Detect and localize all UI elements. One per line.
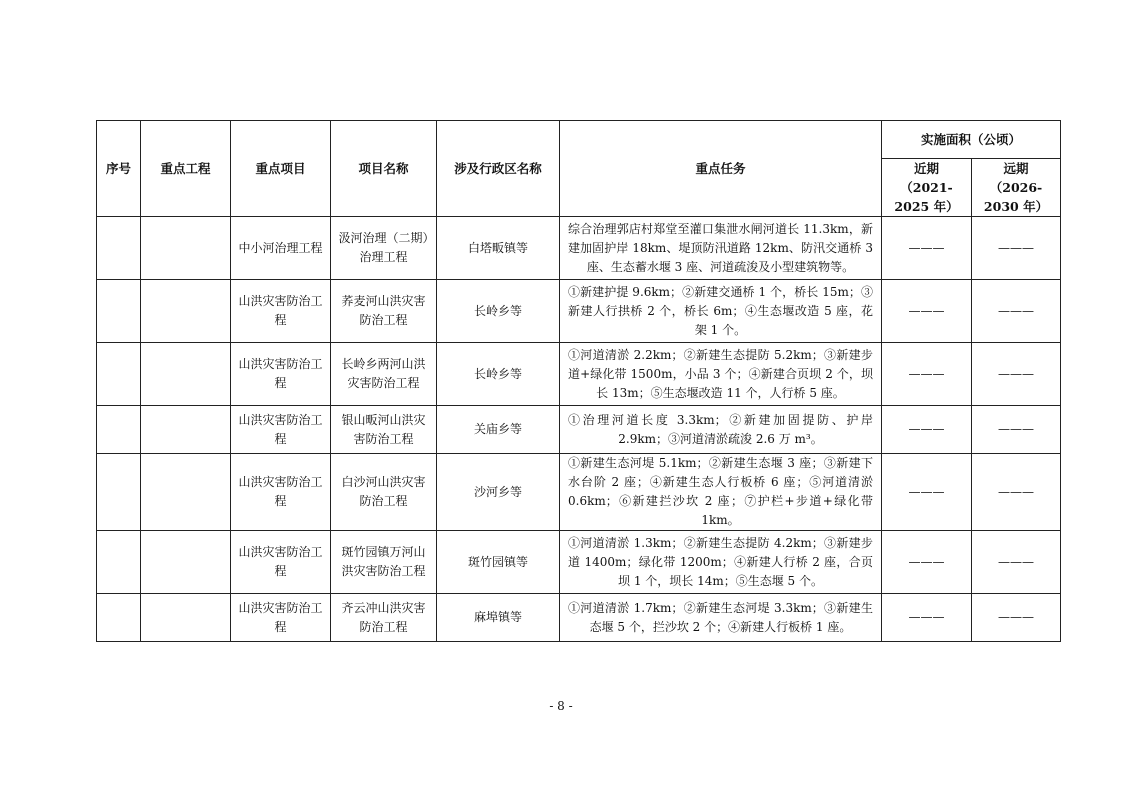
header-admin-region: 涉及行政区名称: [437, 121, 560, 217]
cell-admin-region: 关庙乡等: [437, 406, 560, 454]
cell-key-item: 山洪灾害防治工程: [231, 406, 331, 454]
cell-key-engineering: [141, 531, 231, 594]
cell-project-name: 白沙河山洪灾害防治工程: [331, 454, 437, 531]
header-near-term: 近期（2021-2025 年）: [882, 159, 972, 217]
header-key-engineering: 重点工程: [141, 121, 231, 217]
cell-near-term: ———: [882, 531, 972, 594]
table-row: [97, 531, 1061, 594]
cell-seq: [97, 406, 141, 454]
cell-project-name: 银山畈河山洪灾害防治工程: [331, 406, 437, 454]
cell-project-name: 荞麦河山洪灾害防治工程: [331, 280, 437, 343]
cell-near-term: ———: [882, 594, 972, 642]
cell-near-term: ———: [882, 217, 972, 280]
cell-seq: [97, 280, 141, 343]
cell-seq: [97, 343, 141, 406]
cell-seq: [97, 217, 141, 280]
table-row: [97, 217, 1061, 280]
header-seq: 序号: [97, 121, 141, 217]
header-long-term: 远期（2026-2030 年）: [972, 159, 1061, 217]
cell-long-term: ———: [972, 406, 1061, 454]
cell-key-engineering: [141, 280, 231, 343]
cell-long-term: ———: [972, 594, 1061, 642]
cell-near-term: ———: [882, 406, 972, 454]
cell-key-task: ①新建护提 9.6km；②新建交通桥 1 个，桥长 15m；③新建人行拱桥 2 个，桥长 6m；④生态堰改造 5 座，花架 1 个。: [560, 280, 882, 343]
cell-near-term: ———: [882, 454, 972, 531]
table-row: [97, 454, 1061, 531]
cell-admin-region: 长岭乡等: [437, 343, 560, 406]
cell-key-item: 山洪灾害防治工程: [231, 594, 331, 642]
cell-project-name: 齐云冲山洪灾害防治工程: [331, 594, 437, 642]
cell-key-item: 山洪灾害防治工程: [231, 280, 331, 343]
cell-project-name: 斑竹园镇万河山洪灾害防治工程: [331, 531, 437, 594]
cell-key-engineering: [141, 217, 231, 280]
cell-key-engineering: [141, 594, 231, 642]
projects-table: [96, 120, 1061, 642]
cell-key-task: ①河道清淤 2.2km；②新建生态提防 5.2km；③新建步道+绿化带 1500m，小品 3 个；④新建合页坝 2 个，坝长 13m；⑤生态堰改造 11 个，人行桥 5 座。: [560, 343, 882, 406]
table-row: [97, 406, 1061, 454]
table-row: [97, 343, 1061, 406]
cell-admin-region: 麻埠镇等: [437, 594, 560, 642]
cell-key-engineering: [141, 406, 231, 454]
cell-key-item: 山洪灾害防治工程: [231, 454, 331, 531]
cell-long-term: ———: [972, 454, 1061, 531]
cell-key-task: ①治理河道长度 3.3km；②新建加固提防、护岸 2.9km；③河道清淤疏浚 2.6 万 m³。: [560, 406, 882, 454]
header-project-name: 项目名称: [331, 121, 437, 217]
cell-admin-region: 白塔畈镇等: [437, 217, 560, 280]
table-row: [97, 594, 1061, 642]
header-key-task: 重点任务: [560, 121, 882, 217]
cell-key-task: ①河道清淤 1.3km；②新建生态提防 4.2km；③新建步道 1400m；绿化带 1200m；④新建人行桥 2 座，合页坝 1 个，坝长 14m；⑤生态堰 5 个。: [560, 531, 882, 594]
cell-project-name: 汲河治理（二期）治理工程: [331, 217, 437, 280]
cell-key-item: 山洪灾害防治工程: [231, 531, 331, 594]
cell-seq: [97, 531, 141, 594]
cell-key-task: 综合治理郭店村郑堂至灌口集泄水闸河道长 11.3km，新建加固护岸 18km、堤顶防汛道路 12km、防汛交通桥 3 座、生态蓄水堰 3 座、河道疏浚及小型建筑物等。: [560, 217, 882, 280]
cell-long-term: ———: [972, 280, 1061, 343]
cell-project-name: 长岭乡两河山洪灾害防治工程: [331, 343, 437, 406]
cell-key-task: ①新建生态河堤 5.1km；②新建生态堰 3 座；③新建下水台阶 2 座；④新建生态人行板桥 6 座；⑤河道清淤 0.6km；⑥新建拦沙坎 2 座；⑦护栏+步道+绿化带 1km。: [560, 454, 882, 531]
table-body: [97, 217, 1061, 642]
cell-long-term: ———: [972, 217, 1061, 280]
cell-long-term: ———: [972, 343, 1061, 406]
cell-long-term: ———: [972, 531, 1061, 594]
cell-admin-region: 沙河乡等: [437, 454, 560, 531]
cell-admin-region: 斑竹园镇等: [437, 531, 560, 594]
cell-seq: [97, 454, 141, 531]
cell-seq: [97, 594, 141, 642]
cell-admin-region: 长岭乡等: [437, 280, 560, 343]
page-number: - 8 -: [549, 699, 573, 713]
cell-key-engineering: [141, 454, 231, 531]
cell-key-item: 山洪灾害防治工程: [231, 343, 331, 406]
header-implementation-area: 实施面积（公顷）: [882, 121, 1061, 159]
cell-key-task: ①河道清淤 1.7km；②新建生态河堤 3.3km；③新建生态堰 5 个，拦沙坎 2 个；④新建人行板桥 1 座。: [560, 594, 882, 642]
cell-key-engineering: [141, 343, 231, 406]
header-key-item: 重点项目: [231, 121, 331, 217]
cell-near-term: ———: [882, 280, 972, 343]
cell-near-term: ———: [882, 343, 972, 406]
cell-key-item: 中小河治理工程: [231, 217, 331, 280]
table-row: [97, 280, 1061, 343]
